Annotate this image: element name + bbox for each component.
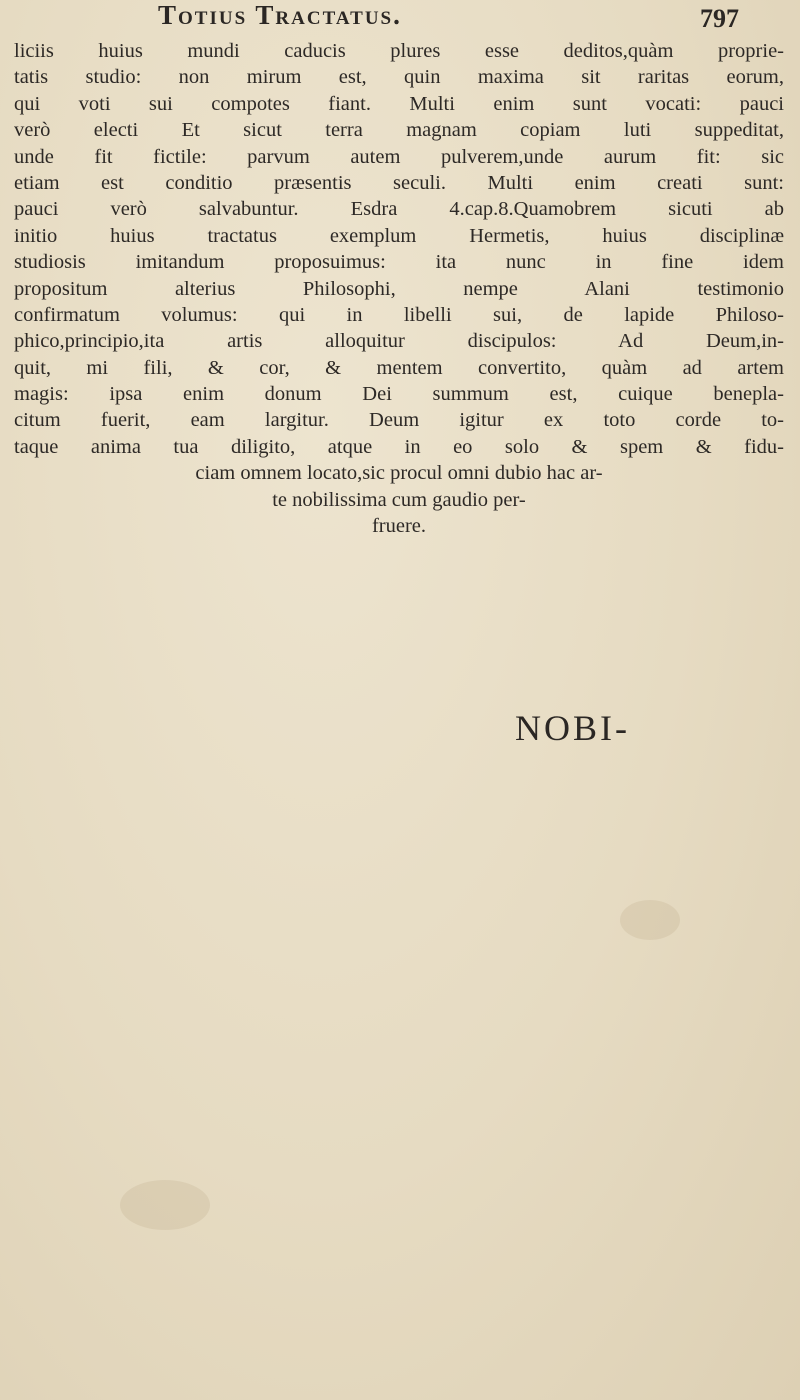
text-line: initio huius tractatus exemplum Hermetis, huius disciplinæ xyxy=(14,224,784,247)
text-line: phico,principio,ita artis alloquitur discipulos: Ad Deum,in- xyxy=(14,330,784,353)
body-text xyxy=(14,38,784,539)
text-line: fruere. xyxy=(371,515,427,538)
text-line: magis: ipsa enim donum Dei summum est, cuique benepla- xyxy=(14,383,784,406)
text-line: studiosis imitandum proposuimus: ita nunc in fine idem xyxy=(14,251,784,274)
text-line: taque anima tua diligito, atque in eo solo & spem & fidu- xyxy=(14,435,784,458)
text-line: te nobilissima cum gaudio per- xyxy=(272,488,526,511)
text-line: pauci verò salvabuntur. Esdra 4.cap.8.Quamobrem sicuti ab xyxy=(14,198,784,221)
text-line: etiam est conditio præsentis seculi. Multi enim creati sunt: xyxy=(14,171,784,194)
text-line: quit, mi fili, & cor, & mentem convertito, quàm ad artem xyxy=(14,356,784,379)
text-line: tatis studio: non mirum est, quin maxima sit raritas eorum, xyxy=(14,66,784,89)
running-title: Totius Tractatus. xyxy=(158,0,402,30)
page-number: 797 xyxy=(700,4,739,33)
text-line: liciis huius mundi caducis plures esse deditos,quàm proprie- xyxy=(14,40,784,62)
text-line: qui voti sui compotes fiant. Multi enim sunt vocati: pauci xyxy=(14,92,784,115)
paper-stain xyxy=(620,900,680,940)
paper-stain xyxy=(120,1180,210,1230)
text-line: propositum alterius Philosophi, nempe Alani testimonio xyxy=(14,277,784,300)
text-line: verò electi Et sicut terra magnam copiam luti suppeditat, xyxy=(14,119,784,142)
text-line: confirmatum volumus: qui in libelli sui, de lapide Philoso- xyxy=(14,303,784,326)
catchword: NOBI- xyxy=(515,708,630,748)
text-line: unde fit fictile: parvum autem pulverem,unde aurum fit: sic xyxy=(14,145,784,168)
page-header xyxy=(0,0,800,40)
text-line: citum fuerit, eam largitur. Deum igitur ex toto corde to- xyxy=(14,409,784,432)
text-line: ciam omnem locato,sic procul omni dubio hac ar- xyxy=(195,462,603,485)
